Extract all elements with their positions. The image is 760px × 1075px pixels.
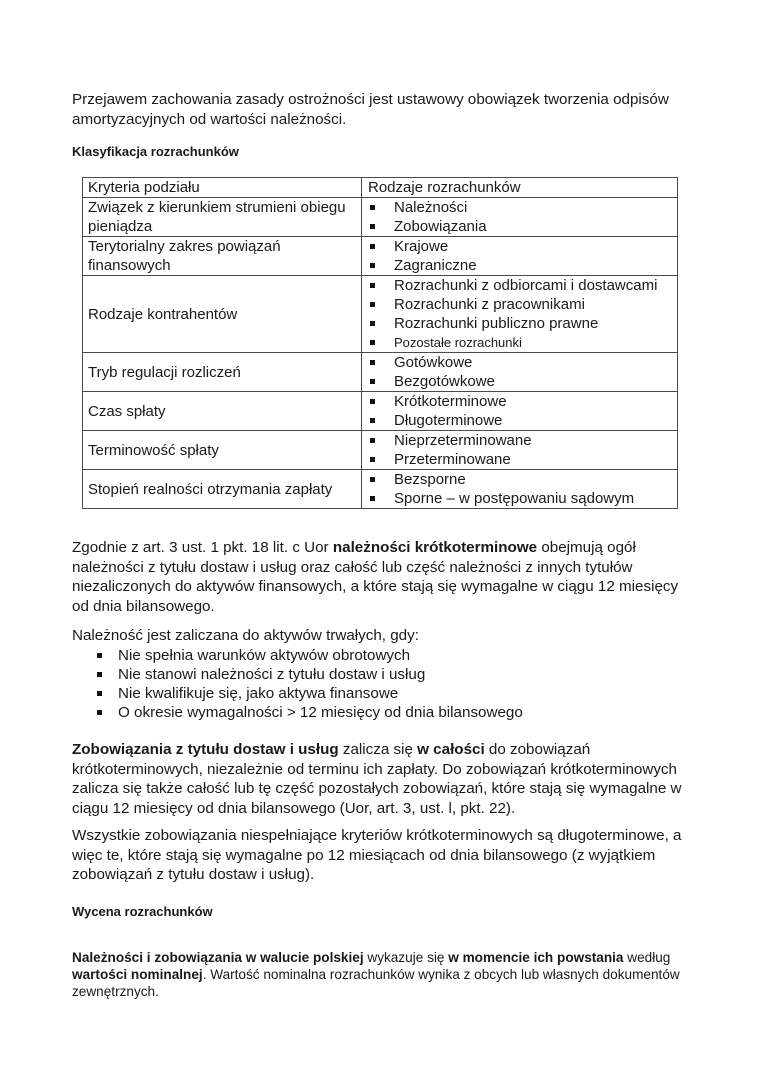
type-label: Gotówkowe bbox=[394, 354, 473, 371]
bullet-icon bbox=[370, 205, 375, 210]
classification-heading: Klasyfikacja rozrachunków bbox=[72, 144, 239, 159]
type-label: Bezsporne bbox=[394, 471, 466, 488]
list-item bbox=[368, 256, 677, 275]
list-item bbox=[368, 450, 677, 469]
types-list bbox=[368, 276, 677, 352]
table-row bbox=[83, 470, 678, 509]
table-row bbox=[83, 198, 678, 237]
condition-label: Nie spełnia warunków aktywów obrotowych bbox=[118, 647, 411, 664]
list-item bbox=[368, 470, 677, 489]
criterion-cell: Terytorialny zakres powiązań finansowych bbox=[83, 237, 362, 276]
types-list bbox=[368, 431, 677, 469]
list-item bbox=[72, 646, 692, 665]
type-label: Należności bbox=[394, 199, 468, 216]
bullet-icon bbox=[370, 418, 375, 423]
condition-label: Nie stanowi należności z tytułu dostaw i usług bbox=[118, 666, 426, 683]
types-cell bbox=[362, 392, 678, 431]
type-label: Sporne – w postępowaniu sądowym bbox=[394, 490, 635, 507]
types-cell bbox=[362, 237, 678, 276]
list-item bbox=[368, 198, 677, 217]
bullet-icon bbox=[370, 263, 375, 268]
list-item bbox=[368, 314, 677, 333]
type-label: Długoterminowe bbox=[394, 412, 503, 429]
type-label: Nieprzeterminowane bbox=[394, 432, 532, 449]
fixed-assets-list bbox=[72, 646, 692, 722]
bullet-icon bbox=[370, 244, 375, 249]
bullet-icon bbox=[97, 710, 102, 715]
list-item bbox=[72, 703, 692, 722]
classification-table bbox=[82, 177, 678, 509]
type-label: Zobowiązania bbox=[394, 218, 487, 235]
bullet-icon bbox=[370, 477, 375, 482]
bullet-icon bbox=[97, 653, 102, 658]
criterion-cell: Czas spłaty bbox=[83, 392, 362, 431]
bullet-icon bbox=[370, 399, 375, 404]
type-label: Rozrachunki z odbiorcami i dostawcami bbox=[394, 277, 658, 294]
type-label: Krajowe bbox=[394, 238, 449, 255]
short-term-paragraph bbox=[72, 538, 682, 616]
criterion-cell: Tryb regulacji rozliczeń bbox=[83, 353, 362, 392]
valuation-text-2: według bbox=[623, 950, 671, 965]
bullet-icon bbox=[370, 496, 375, 501]
criterion-cell: Stopień realności otrzymania zapłaty bbox=[83, 470, 362, 509]
valuation-text-1: wykazuje się bbox=[363, 950, 449, 965]
bullet-icon bbox=[370, 283, 375, 288]
type-label: Rozrachunki z pracownikami bbox=[394, 296, 585, 313]
liabilities-paragraph bbox=[72, 740, 694, 818]
condition-label: O okresie wymagalności > 12 miesięcy od dnia bilansowego bbox=[118, 704, 523, 721]
table-row bbox=[83, 431, 678, 470]
header-types: Rodzaje rozrachunków bbox=[362, 178, 678, 198]
valuation-bold-2: w momencie ich powstania bbox=[448, 950, 624, 965]
valuation-heading: Wycena rozrachunków bbox=[72, 904, 213, 919]
types-cell bbox=[362, 198, 678, 237]
criterion-cell: Rodzaje kontrahentów bbox=[83, 276, 362, 353]
types-list bbox=[368, 470, 677, 508]
types-list bbox=[368, 198, 677, 236]
bullet-icon bbox=[370, 379, 375, 384]
criterion-cell: Terminowość spłaty bbox=[83, 431, 362, 470]
list-item bbox=[368, 295, 677, 314]
list-item bbox=[368, 276, 677, 295]
bullet-icon bbox=[370, 457, 375, 462]
types-cell bbox=[362, 470, 678, 509]
type-label: Krótkoterminowe bbox=[394, 393, 507, 410]
bullet-icon bbox=[370, 224, 375, 229]
intro-paragraph: Przejawem zachowania zasady ostrożności jest ustawowy obowiązek tworzenia odpisów amortyzacyjnych od wartości należności. bbox=[72, 91, 669, 128]
long-term-paragraph: Wszystkie zobowiązania niespełniające kryteriów krótkoterminowych są długoterminowe, a więc te, które stają się wymagalne po 12 miesiącach od dnia bilansowego (z wyjątkiem zobowiązań z tytułu dostaw i usług). bbox=[72, 827, 682, 883]
short-term-prefix: Zgodnie z art. 3 ust. 1 pkt. 18 lit. c Uor bbox=[72, 539, 333, 556]
bullet-icon bbox=[97, 691, 102, 696]
list-item bbox=[368, 353, 677, 372]
list-item bbox=[72, 684, 692, 703]
bullet-icon bbox=[370, 438, 375, 443]
condition-label: Nie kwalifikuje się, jako aktywa finansowe bbox=[118, 685, 399, 702]
short-term-suffix: obejmują ogół należności z tytułu dostaw i usług oraz całość lub część należności z innych tytułów niezaliczonych do aktywów finansowych, a które stają się wymagalne w ciągu 12 miesięcy od dnia bilansowego. bbox=[72, 539, 679, 615]
header-criteria: Kryteria podziału bbox=[83, 178, 362, 198]
type-label: Bezgotówkowe bbox=[394, 373, 495, 390]
type-label: Pozostałe rozrachunki bbox=[394, 335, 522, 350]
liabilities-bold-2: w całości bbox=[417, 741, 485, 758]
bullet-icon bbox=[370, 340, 375, 345]
type-label: Rozrachunki publiczno prawne bbox=[394, 315, 599, 332]
list-item bbox=[368, 217, 677, 236]
bullet-icon bbox=[370, 302, 375, 307]
type-label: Zagraniczne bbox=[394, 257, 477, 274]
bullet-icon bbox=[370, 360, 375, 365]
bullet-icon bbox=[97, 672, 102, 677]
table-row bbox=[83, 276, 678, 353]
valuation-bold-1: Należności i zobowiązania w walucie polskiej bbox=[72, 950, 364, 965]
list-item bbox=[368, 489, 677, 508]
bullet-icon bbox=[370, 321, 375, 326]
valuation-paragraph bbox=[72, 949, 682, 1000]
types-cell bbox=[362, 431, 678, 470]
list-item bbox=[72, 665, 692, 684]
list-item bbox=[368, 431, 677, 450]
types-list bbox=[368, 392, 677, 430]
list-item bbox=[368, 372, 677, 391]
liabilities-bold-1: Zobowiązania z tytułu dostaw i usług bbox=[72, 741, 339, 758]
list-item bbox=[368, 392, 677, 411]
table-row bbox=[83, 237, 678, 276]
table-row bbox=[83, 392, 678, 431]
liabilities-text-2: do zobowiązań krótkoterminowych, niezależnie od terminu ich zapłaty. Do zobowiązań krótkoterminowych zalicza się także całość lub tę część pozostałych zobowiązań, które stają się wymagalne w ciągu 12 miesięcy od dnia bilansowego (Uor, art. 3, ust. l, pkt. 22). bbox=[72, 741, 682, 817]
types-cell bbox=[362, 353, 678, 392]
liabilities-text-1: zalicza się bbox=[338, 741, 418, 758]
list-item bbox=[368, 333, 677, 352]
fixed-assets-lead: Należność jest zaliczana do aktywów trwałych, gdy: bbox=[72, 627, 419, 644]
types-cell bbox=[362, 276, 678, 353]
list-item bbox=[368, 411, 677, 430]
types-list bbox=[368, 237, 677, 275]
type-label: Przeterminowane bbox=[394, 451, 511, 468]
short-term-bold: należności krótkoterminowe bbox=[332, 539, 538, 556]
types-list bbox=[368, 353, 677, 391]
valuation-text-3: . Wartość nominalna rozrachunków wynika z obcych lub własnych dokumentów zewnętrznych. bbox=[72, 967, 680, 999]
criterion-cell: Związek z kierunkiem strumieni obiegu pieniądza bbox=[83, 198, 362, 237]
list-item bbox=[368, 237, 677, 256]
valuation-bold-3: wartości nominalnej bbox=[72, 967, 203, 982]
table-row bbox=[83, 353, 678, 392]
table-header-row bbox=[83, 178, 678, 198]
